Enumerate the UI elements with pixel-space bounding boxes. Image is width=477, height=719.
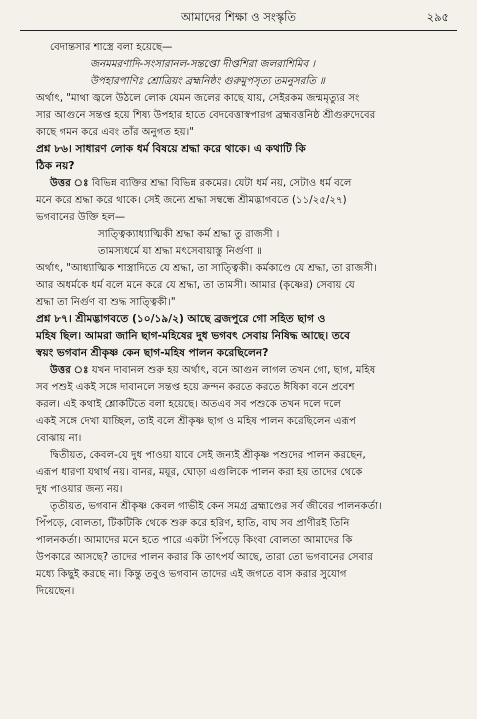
line-text: প্রশ্ন ৮৭। শ্রীমদ্ভাগবতে (১০/১৯/২) আছে ব্রজপুরে গো সহিত ছাগ ও [36, 313, 326, 325]
text-line [36, 396, 454, 413]
text-line [36, 90, 454, 107]
text-line [36, 566, 454, 583]
line-text: আর অধর্মকে ধর্ম বলে মনে করে যে শ্রদ্ধা, তা তামসী। আমার (কৃষ্ণের) সেবায় যে [36, 280, 355, 291]
line-text: সব পশুই একই সঙ্গে দাবানলে সন্তপ্ত হয়ে ক্রন্দন করতে করতে ঈষিকা বনে প্রবেশ [36, 382, 355, 393]
line-text: বোঝায় না। [36, 433, 82, 444]
line-text: উপকারে আসছে? তাদের পালন করার কি তাৎপর্য আছে, তারা তো ভগবানের সেবার [36, 552, 373, 563]
line-text: উপহারপাণিঃ শ্রোত্রিয়ং ব্রহ্মনিষ্ঠং গুরুমুপসৃত্য তমনুসরতি ॥ [90, 76, 325, 87]
line-text: প্রশ্ন ৮৬। সাধারণ লোক ধর্ম বিষয়ে শ্রদ্ধা করে থাকে। এ কথাটি কি [36, 143, 306, 155]
verse-line [36, 226, 454, 243]
text-line [36, 362, 454, 379]
line-text: একই সঙ্গে দেখা যাচ্ছিল, তাই বলে শ্রীকৃষ্ণ ছাগ ও মহিষ পালন করেছিলেন এরূপ [36, 416, 356, 427]
text-line [36, 447, 454, 464]
text-line [36, 413, 454, 430]
verse-line [36, 73, 454, 90]
line-text: মহিষ ছিল। আমরা জানি ছাগ-মহিষের দুধ ভগবৎ সেবায় নিষিদ্ধ আছে। তবে [36, 330, 350, 342]
line-text: অর্থাৎ, "আধ্যাত্মিক শাস্ত্রাদিতে যে শ্রদ্ধা, তা সাত্ত্বিকী। কর্মকাণ্ডে যে শ্রদ্ধা, তা রাজসী। [36, 263, 377, 274]
text-line [36, 498, 454, 515]
question-line [36, 345, 454, 362]
answer-label: উত্তর ঃ [50, 365, 89, 376]
line-text: বিভিন্ন ব্যক্তির শ্রদ্ধা বিভিন্ন রকমের। যেটা ধর্ম নয়, সেটাও ধর্ম বলে [88, 178, 352, 189]
page-header [20, 6, 457, 28]
line-text: করল। এই কথাই শ্লোকটিতে বলা হয়েছে। অতএব সব পশুকে তখন দলে দলে [36, 399, 341, 410]
text-line [36, 260, 454, 277]
text-line [36, 277, 454, 294]
line-text: ভগবানের উক্তি হল— [36, 212, 126, 223]
page-number: ২৯৫ [426, 10, 449, 24]
text-line [36, 549, 454, 566]
text-line [36, 583, 454, 600]
text-line [36, 39, 454, 56]
line-text: তামস্যধর্মে যা শ্রদ্ধা মৎসেবায়াস্তু নির্গুণা ॥ [98, 246, 262, 257]
running-title: আমাদের শিক্ষা ও সংস্কৃতি [180, 10, 297, 24]
line-text: দুধ পাওয়ার জন্য নয়। [36, 484, 123, 495]
line-text: অর্থাৎ, "মাথা জ্বলে উঠলে লোক যেমন জলের কাছে যায়, সেইরকম জন্মমৃত্যুর সং [36, 93, 360, 104]
answer-label: উত্তর ঃ [50, 178, 89, 189]
question-line [36, 141, 454, 158]
text-line [36, 481, 454, 498]
question-line [36, 328, 454, 345]
text-line [36, 515, 454, 532]
text-line [36, 532, 454, 549]
line-text: সাত্ত্বিক্যাধ্যাত্মিকী শ্রদ্ধা কর্ম শ্রদ্ধা তু রাজসী । [98, 229, 280, 240]
line-text: পিঁপড়ে, বোলতা, টিকটিকি থেকে শুরু করে হরিণ, হাতি, বাঘ সব প্রাণীরই তিনি [36, 518, 350, 529]
line-text: দ্বিতীয়ত, কেবল-যে দুধ পাওয়া যাবে সেই জন্যই শ্রীকৃষ্ণ পশুদের পালন করছেন, [50, 450, 366, 461]
question-line [36, 311, 454, 328]
line-text: বেদান্তসার শাস্ত্রে বলা হয়েছে— [50, 42, 173, 53]
question-line [36, 158, 454, 175]
line-text: তৃতীয়ত, ভগবান শ্রীকৃষ্ণ কেবল গাভীই কেন সমগ্র ব্রহ্মাণ্ডের সর্ব জীবের পালনকর্তা। [50, 501, 382, 512]
line-text: পালনকর্তা। আমাদের মনে হতে পারে একটা পিঁপড়ে কিংবা বোলতা আমাদের কি [36, 535, 353, 546]
line-text: স্বয়ং ভগবান শ্রীকৃষ্ণ কেন ছাগ-মহিষ পালন করেছিলেন? [36, 347, 269, 359]
header-rule [20, 30, 457, 31]
page-body [36, 39, 454, 600]
verse-line [36, 56, 454, 73]
line-text: শ্রদ্ধা তা নির্গুণ বা শুদ্ধ সাত্ত্বিকী।" [36, 297, 176, 308]
line-text: দিয়েছেন। [36, 586, 75, 597]
line-text: জনমমরণাদি-সংসারানল-সন্তপ্তো দীপ্তশিরা জলরাশিমিব । [90, 59, 315, 70]
text-line [36, 464, 454, 481]
text-line [36, 124, 454, 141]
verse-line [36, 243, 454, 260]
text-line [36, 430, 454, 447]
text-line [36, 107, 454, 124]
text-line [36, 379, 454, 396]
line-text: সার আগুনে সন্তপ্ত হয়ে শিষ্য উপহার হাতে বেদবেত্তাস্বপারগ ব্রহ্মবত্তনিষ্ঠ শ্রীগুরুদেবের [36, 110, 376, 121]
line-text: মনে করে শ্রদ্ধা করে থাকে। সেই জন্যে শ্রদ্ধা সম্বন্ধে শ্রীমদ্ভাগবতে (১১/২৫/২৭) [36, 195, 347, 206]
text-line [36, 192, 454, 209]
line-text: যখন দাবানল শুরু হয় অর্থাৎ, বনে আগুন লাগল তখন গো, ছাগ, মহিষ [88, 365, 376, 376]
line-text: ঠিক নয়? [36, 160, 75, 172]
line-text: মধ্যে কিছুই করছে না। কিন্তু তবুও ভগবান তাদের এই জগতে বাস করার সুযোগ [36, 569, 347, 580]
line-text: এরূপ ধারণা যথার্থ নয়। বানর, ময়ূর, ঘোড়া এগুলিকে পালন করা হয় তাদের থেকে [36, 467, 363, 478]
text-line [36, 209, 454, 226]
text-line [36, 294, 454, 311]
text-line [36, 175, 454, 192]
line-text: কাছে গমন করে এবং তাঁর অনুগত হয়।" [36, 127, 194, 138]
